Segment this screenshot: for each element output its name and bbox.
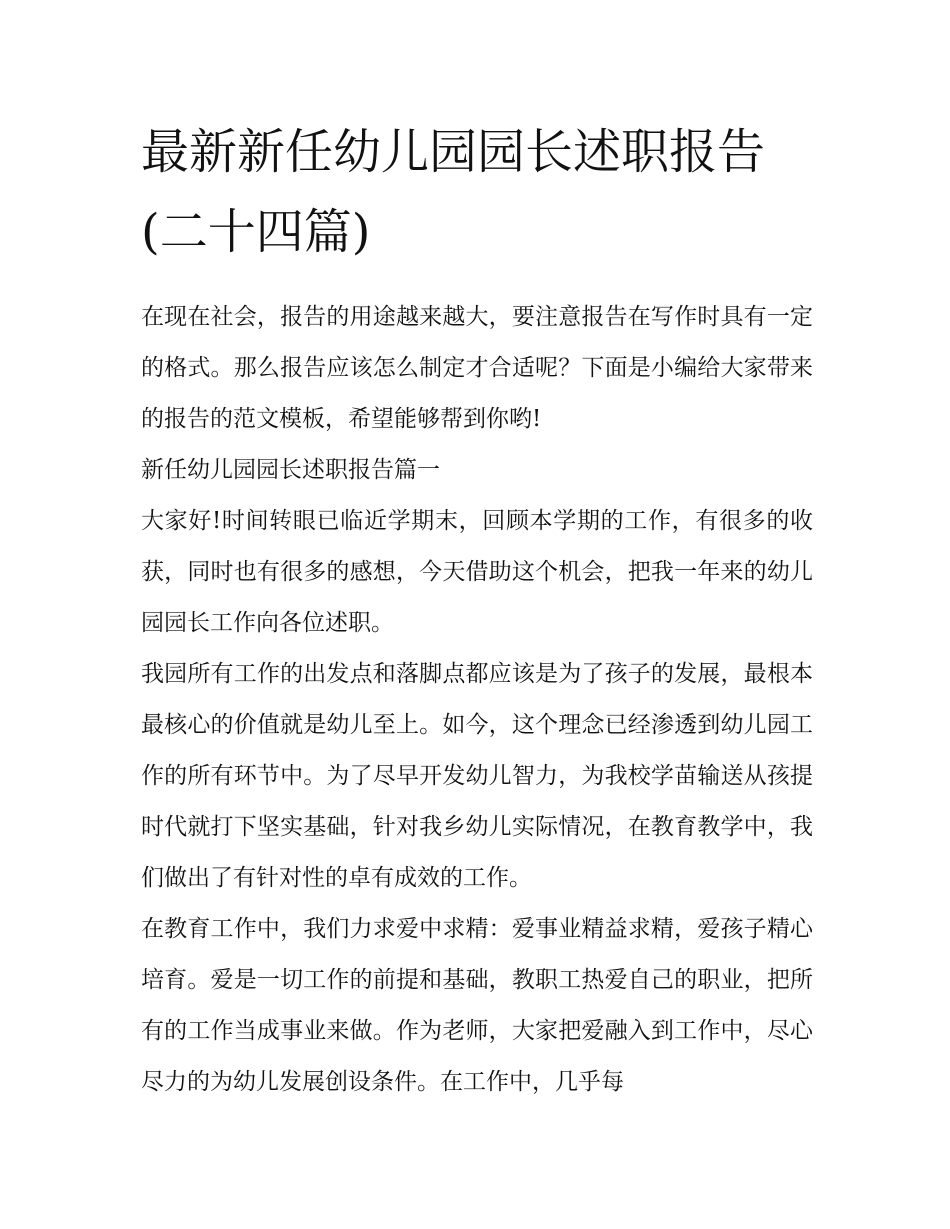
- document-title: 最新新任幼儿园园长述职报告(二十四篇): [141, 124, 766, 260]
- body-paragraph: 我园所有工作的出发点和落脚点都应该是为了孩子的发展，最根本最核心的价值就是幼儿至上。如今，这个理念已经渗透到幼儿园工作的所有环节中。为了尽早开发幼儿智力，为我校学苗输送从孩提时代就打下坚实基础，针对我乡幼儿实际情况，在教育教学中，我们做出了有针对性的卓有成效的工作。: [141, 661, 813, 891]
- body-paragraph: 大家好!时间转眼已临近学期末，回顾本学期的工作，有很多的收获，同时也有很多的感想，今天借助这个机会，把我一年来的幼儿园园长工作向各位述职。: [141, 508, 813, 636]
- document-body: [141, 292, 813, 1108]
- document-page: [141, 112, 813, 1108]
- intro-paragraph: 在现在社会，报告的用途越来越大，要注意报告在写作时具有一定的格式。那么报告应该怎么制定才合适呢？下面是小编给大家带来的报告的范文模板，希望能够帮到你哟!: [141, 304, 813, 432]
- section-heading: 新任幼儿园园长述职报告篇一: [141, 457, 440, 483]
- body-paragraph: 在教育工作中，我们力求爱中求精：爱事业精益求精，爱孩子精心培育。爱是一切工作的前提和基础，教职工热爱自己的职业，把所有的工作当成事业来做。作为老师，大家把爱融入到工作中，尽心尽力的为幼儿发展创设条件。在工作中，几乎每: [141, 916, 813, 1095]
